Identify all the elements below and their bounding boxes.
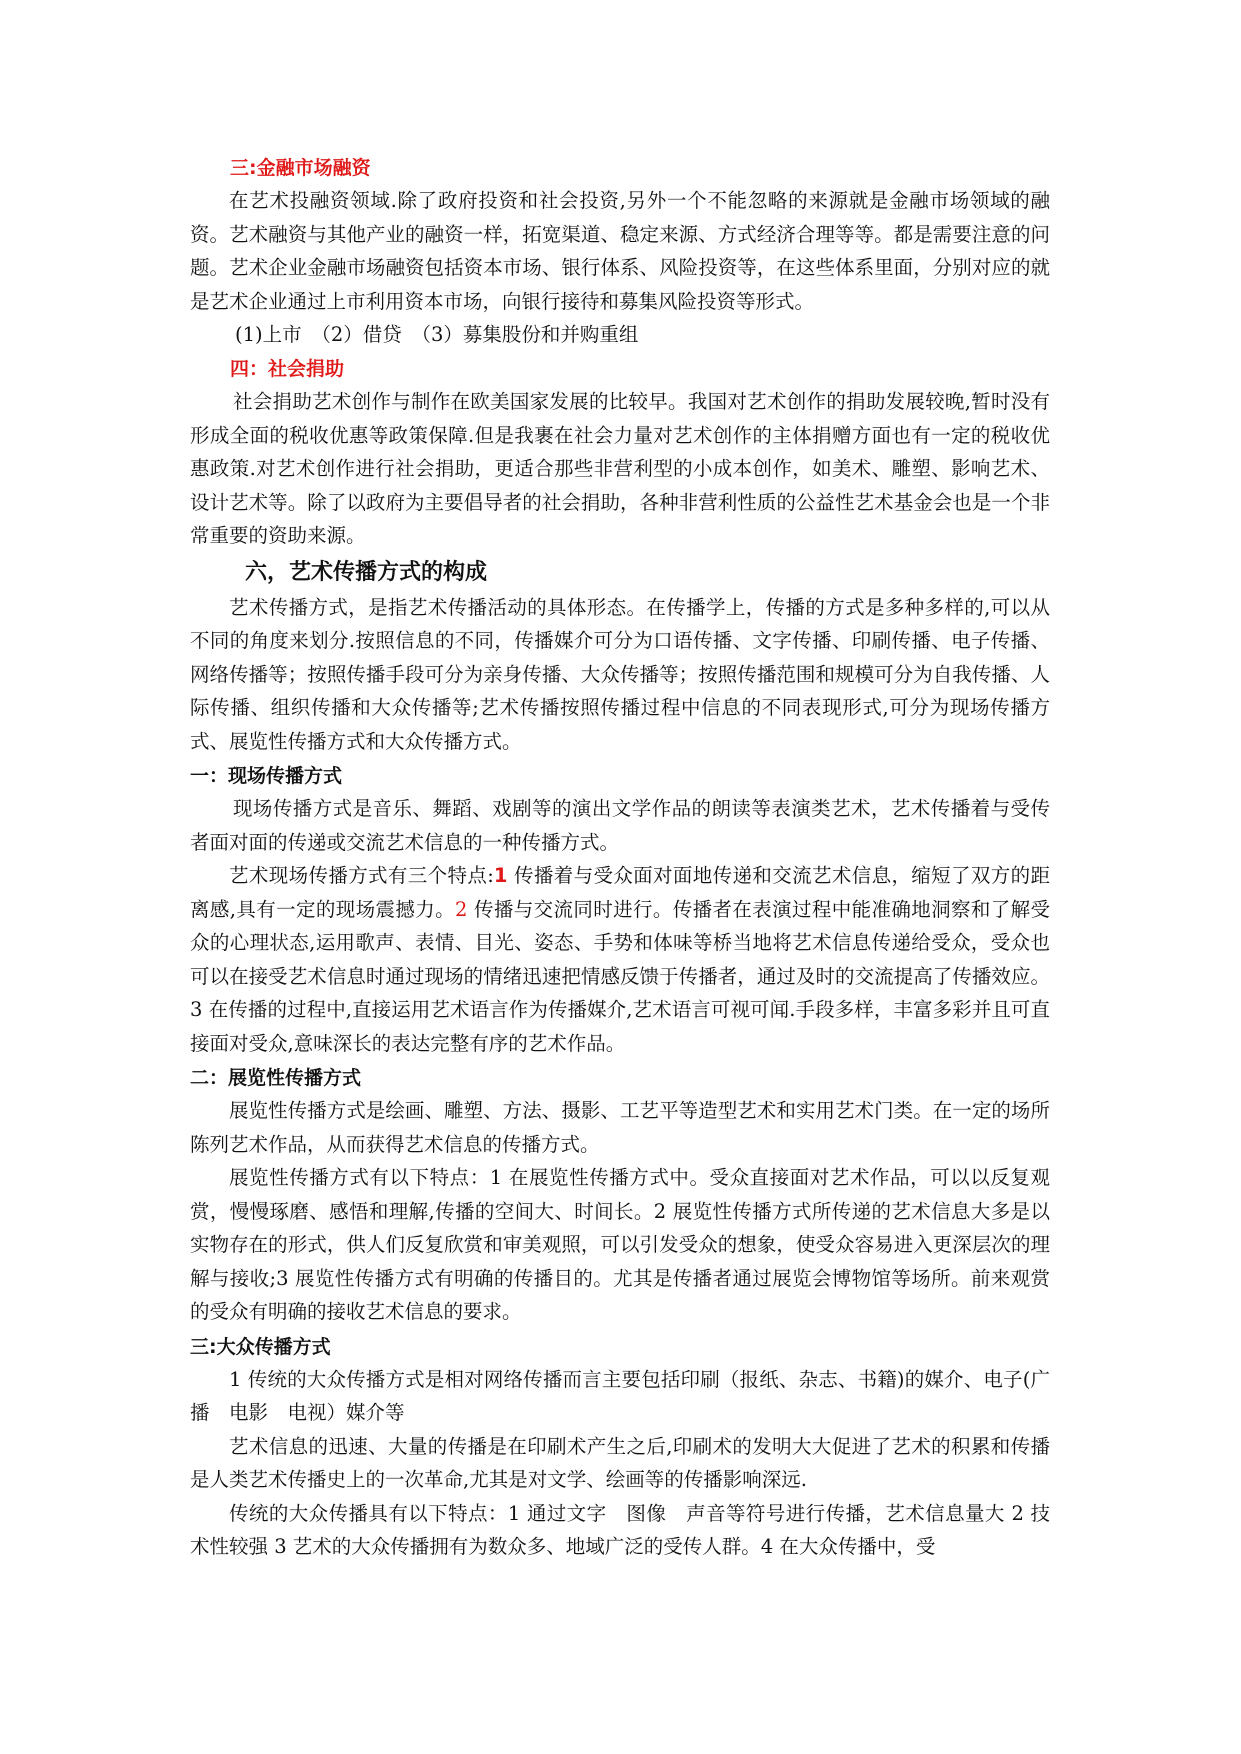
paragraph-mass-communication-features: 传统的大众传播具有以下特点：1 通过文字 图像 声音等符号进行传播，艺术信息量大 2 技术性较强 3 艺术的大众传播拥有为数众多、地域广泛的受传人群。4 在大众传播中，受 — [190, 1501, 1050, 1558]
paragraph-mass-communication-printing: 艺术信息的迅速、大量的传播是在印刷术产生之后,印刷术的发明大大促进了艺术的积累和传播是人类艺术传播史上的一次革命,尤其是对文学、绘画等的传播影响深远. — [190, 1434, 1050, 1491]
paragraph-art-communication-intro: 艺术传播方式，是指艺术传播活动的具体形态。在传播学上，传播的方式是多种多样的,可以从不同的角度来划分.按照信息的不同，传播媒介可分为口语传播、文字传播、印刷传播、电子传播、网络传播等；按照传播手段可分为亲身传播、大众传播等；按照传播范围和规模可分为自我传播、人际传播、组织传播和大众传播等;艺术传播按照传播过程中信息的不同表现形式,可分为现场传播方式、展览性传播方式和大众传播方式。 — [190, 595, 1050, 753]
feature-number-2: 2 — [454, 897, 468, 921]
paragraph-financial-market: 在艺术投融资领域.除了政府投资和社会投资,另外一个不能忽略的来源就是金融市场领域的融资。艺术融资与其他产业的融资一样，拓宽渠道、稳定来源、方式经济合理等等。都是需要注意的问题。艺术企业金融市场融资包括资本市场、银行体系、风险投资等，在这些体系里面，分别对应的就是艺术企业通过上市利用资本市场，向银行接待和募集风险投资等形式。 — [190, 189, 1050, 313]
feature-text-2-3: 传播与交流同时进行。传播者在表演过程中能准确地洞察和了解受众的心理状态,运用歌声、表情、目光、姿态、手势和体味等桥当地将艺术信息传递给受众，受众也可以在接受艺术信息时通过现场的情绪迅速把情感反馈于传播者，通过及时的交流提高了传播效应。3 在传播的过程中,直接运用艺术语言作为传播媒介,艺术语言可视可闻.手段多样，丰富多彩并且可直接面对受众,意味深长的表达完整有序的艺术作品。 — [190, 897, 1050, 1055]
paragraph-live-communication-definition: 现场传播方式是音乐、舞蹈、戏剧等的演出文学作品的朗读等表演类艺术，艺术传播着与受传者面对面的传递或交流艺术信息的一种传播方式。 — [190, 797, 1050, 854]
features-intro-text: 艺术现场传播方式有三个特点: — [229, 864, 494, 887]
subheading-mass-communication: 三:大众传播方式 — [190, 1335, 331, 1358]
paragraph-live-communication-features — [190, 859, 1050, 1060]
document-body — [190, 150, 1050, 1564]
paragraph-exhibition-definition: 展览性传播方式是绘画、雕塑、方法、摄影、工艺平等造型艺术和实用艺术门类。在一定的场所陈列艺术作品，从而获得艺术信息的传播方式。 — [190, 1099, 1050, 1156]
subheading-live-communication: 一：现场传播方式 — [190, 765, 343, 787]
paragraph-exhibition-features: 展览性传播方式有以下特点：1 在展览性传播方式中。受众直接面对艺术作品，可以以反复观赏，慢慢琢磨、感悟和理解,传播的空间大、时间长。2 展览性传播方式所传递的艺术信息大多是以实物存在的形式，供人们反复欣赏和审美观照，可以引发受众的想象，使受众容易进入更深层次的理解与接收;3 展览性传播方式有明确的传播目的。尤其是传播者通过展览会博物馆等场所。前来观赏的受众有明确的接收艺术信息的要求。 — [190, 1166, 1050, 1323]
feature-number-1: 1 — [493, 864, 508, 887]
paragraph-mass-communication-traditional: 1 传统的大众传播方式是相对网络传播而言主要包括印刷（报纸、杂志、书籍)的媒介、电子(广播 电影 电视）媒介等 — [190, 1367, 1050, 1424]
section-heading-financial-market: 三:金融市场融资 — [230, 157, 371, 179]
financing-methods-list: (1)上市 （2）借贷 （3）募集股份和并购重组 — [235, 323, 639, 346]
subheading-exhibition-communication: 二：展览性传播方式 — [190, 1067, 362, 1089]
chapter-heading-art-communication: 六，艺术传播方式的构成 — [245, 559, 488, 585]
paragraph-social-donation: 社会捐助艺术创作与制作在欧美国家发展的比较早。我国对艺术创作的捐助发展较晚,暂时没有形成全面的税收优惠等政策保障.但是我裹在社会力量对艺术创作的主体捐赠方面也有一定的税收优惠政策.对艺术创作进行社会捐助，更适合那些非营利型的小成本创作，如美术、雕塑、影响艺术、设计艺术等。除了以政府为主要倡导者的社会捐助，各种非营利性质的公益性艺术基金会也是一个非常重要的资助来源。 — [190, 390, 1050, 547]
feature-text-1: 传播着与受众面对面地传递和交流艺术信息，缩短了双方的距离感,具有一定的现场震撼力。 — [190, 864, 1051, 921]
section-heading-social-donation: 四：社会捐助 — [230, 358, 345, 380]
